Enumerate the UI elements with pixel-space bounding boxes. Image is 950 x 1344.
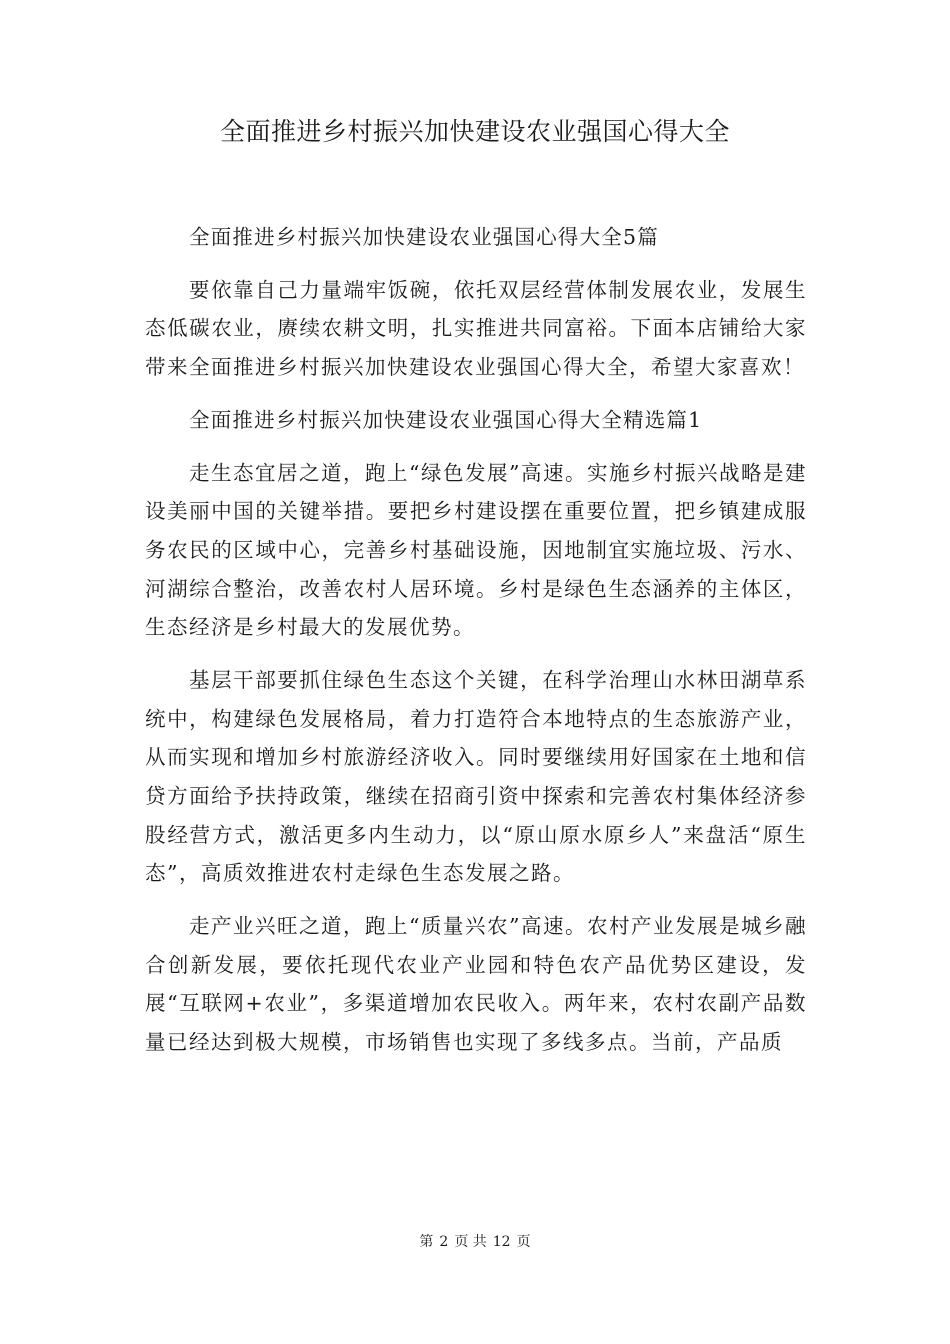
document-title: 全面推进乡村振兴加快建设农业强国心得大全 xyxy=(219,117,730,146)
subtitle-paragraph: 全面推进乡村振兴加快建设农业强国心得大全5篇 xyxy=(189,225,659,249)
page-prefix: 第 xyxy=(419,1234,434,1250)
body-paragraph: 走产业兴旺之道，跑上“质量兴农”高速。农村产业发展是城乡融合创新发展，要依托现代农业产业园和特色农产品优势区建设，发展“互联网+农业”，多渠道增加农民收入。两年来，农村农副产品数量已经达到极大规模，市场销售也实现了多线多点。当前，产品质 xyxy=(145,913,807,1054)
section-heading: 全面推进乡村振兴加快建设农业强国心得大全精选篇1 xyxy=(189,407,703,432)
page-mid-label: 页 共 xyxy=(454,1234,487,1250)
page-suffix: 页 xyxy=(516,1234,531,1250)
document-body xyxy=(145,218,807,1076)
intro-paragraph: 要依靠自己力量端牢饭碗，依托双层经营体制发展农业，发展生态低碳农业，赓续农耕文明，扎实推进共同富裕。下面本店铺给大家带来全面推进乡村振兴加快建设农业强国心得大全，希望大家喜欢！ xyxy=(145,277,807,380)
total-pages-number: 12 xyxy=(492,1234,511,1250)
body-paragraph: 走生态宜居之道，跑上“绿色发展”高速。实施乡村振兴战略是建设美丽中国的关键举措。要把乡村建设摆在重要位置，把乡镇建成服务农民的区域中心，完善乡村基础设施，因地制宜实施垃圾、污水、河湖综合整治，改善农村人居环境。乡村是绿色生态涵养的主体区，生态经济是乡村最大的发展优势。 xyxy=(145,460,807,640)
page-footer xyxy=(0,1232,950,1252)
current-page-number: 2 xyxy=(439,1234,449,1250)
body-paragraph: 基层干部要抓住绿色生态这个关键，在科学治理山水林田湖草系统中，构建绿色发展格局，着力打造符合本地特点的生态旅游产业，从而实现和增加乡村旅游经济收入。同时要继续用好国家在土地和信贷方面给予扶持政策，继续在招商引资中探索和完善农村集体经济参股经营方式，激活更多内生动力，以“原山原水原乡人”来盘活“原生态”，高质效推进农村走绿色生态发展之路。 xyxy=(145,668,807,886)
